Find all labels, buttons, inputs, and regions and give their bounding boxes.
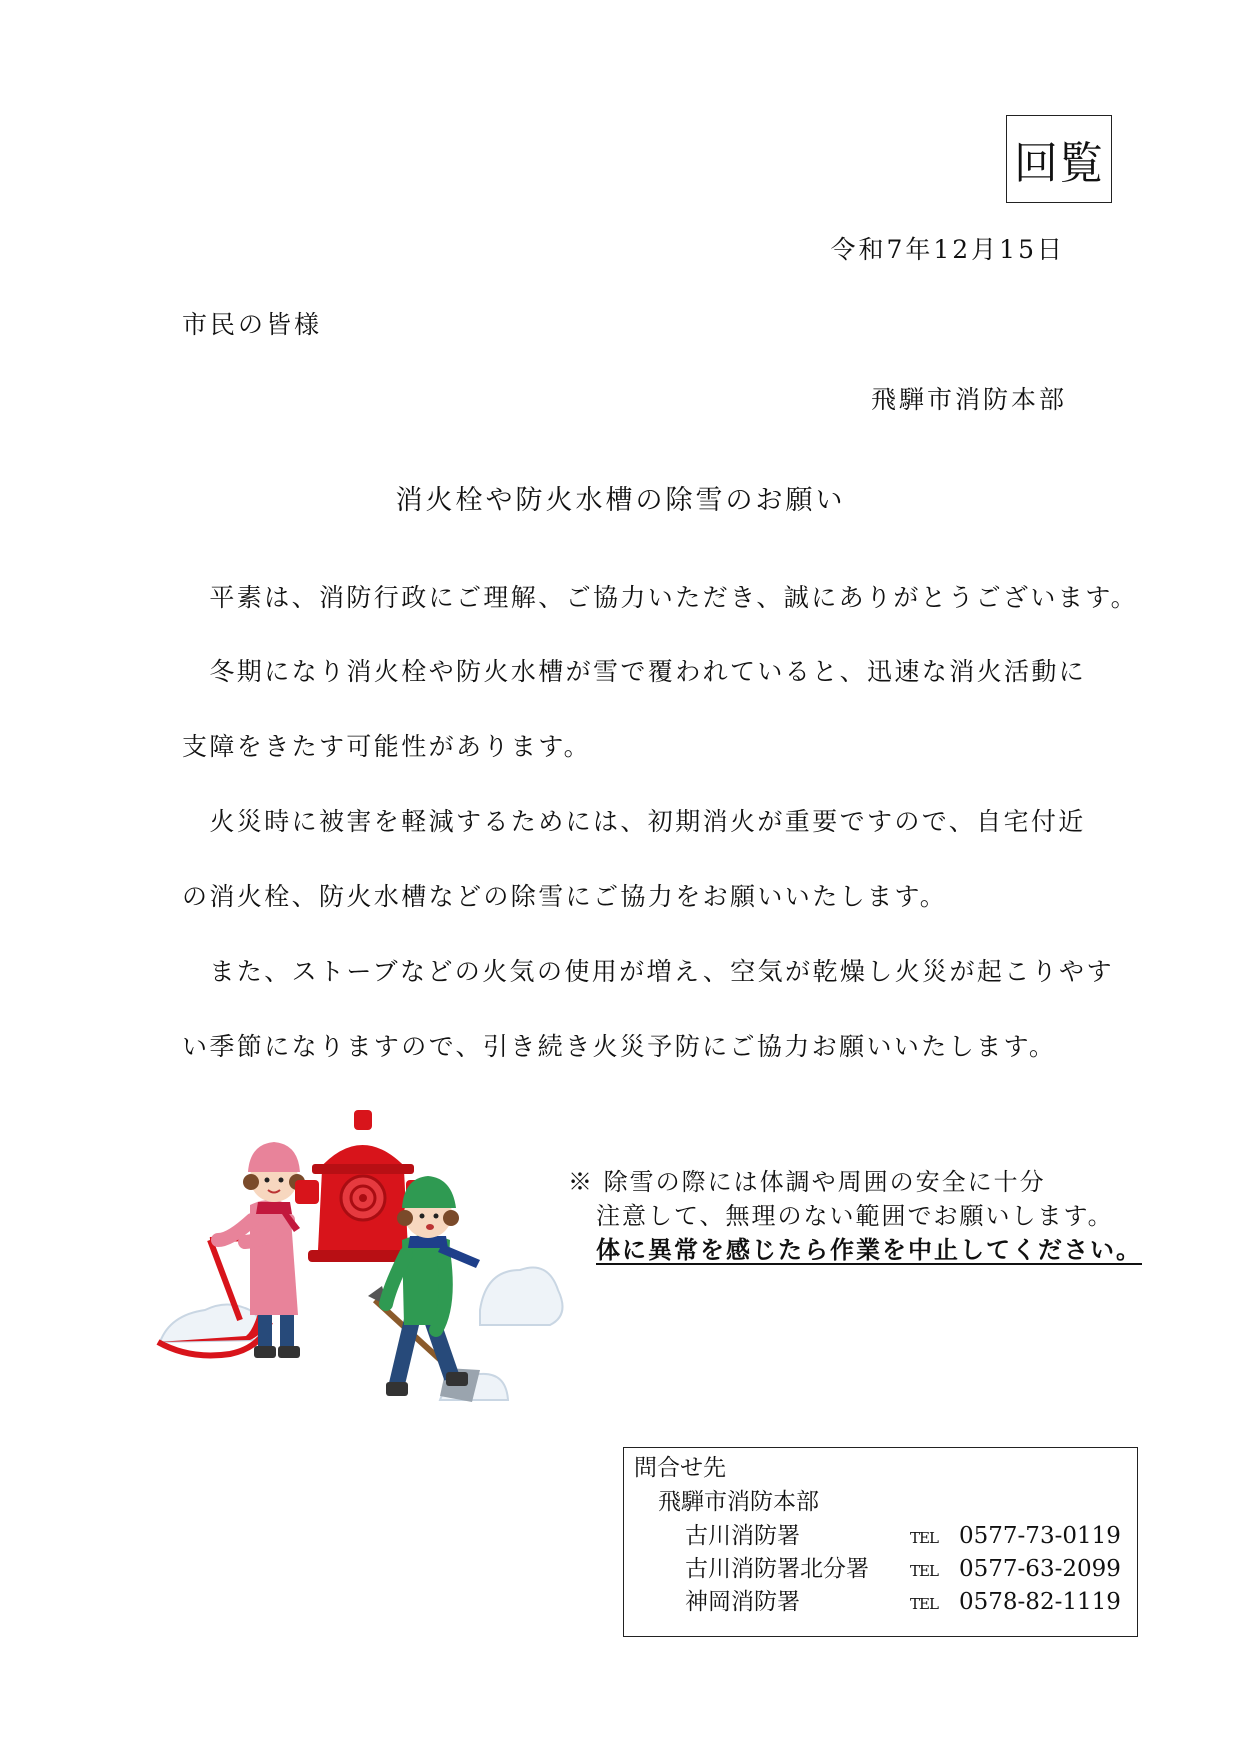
circulation-stamp: 回覧 bbox=[1006, 115, 1112, 203]
body-line: い季節になりますので、引き続き火災予防にご協力お願いいたします。 bbox=[182, 1032, 1057, 1061]
body-line: 平素は、消防行政にご理解、ご協力いただき、誠にありがとうございます。 bbox=[182, 583, 1139, 612]
caution-warning: 体に異常を感じたら作業を中止してください。 bbox=[596, 1235, 1142, 1264]
snow-removal-illustration bbox=[150, 1110, 630, 1470]
tel-label: TEL bbox=[910, 1562, 938, 1580]
contact-org: 飛騨市消防本部 bbox=[658, 1489, 819, 1515]
contact-box bbox=[623, 1447, 1138, 1637]
document-title: 消火栓や防火水槽の除雪のお願い bbox=[395, 485, 846, 516]
addressee: 市民の皆様 bbox=[182, 310, 323, 339]
body-line: 冬期になり消火栓や防火水槽が雪で覆われていると、迅速な消火活動に bbox=[182, 657, 1087, 686]
body-line: 支障をきたす可能性があります。 bbox=[182, 732, 592, 761]
sender: 飛騨市消防本部 bbox=[870, 385, 1067, 414]
tel-label: TEL bbox=[910, 1529, 938, 1547]
station-tel: 0578-82-1119 bbox=[959, 1589, 1121, 1615]
document-date: 令和7年12月15日 bbox=[830, 235, 1065, 264]
station-tel: 0577-73-0119 bbox=[959, 1523, 1121, 1549]
station-tel: 0577-63-2099 bbox=[959, 1556, 1121, 1582]
contact-heading: 問合せ先 bbox=[634, 1455, 726, 1481]
station-name: 古川消防署 bbox=[685, 1523, 800, 1549]
body-line: の消火栓、防火水槽などの除雪にご協力をお願いいたします。 bbox=[182, 882, 948, 911]
station-name: 古川消防署北分署 bbox=[685, 1556, 869, 1582]
body-line: また、ストーブなどの火気の使用が増え、空気が乾燥し火災が起こりやす bbox=[182, 957, 1114, 986]
station-name: 神岡消防署 bbox=[685, 1589, 800, 1615]
tel-label: TEL bbox=[910, 1595, 938, 1613]
caution-note-line: ※ 除雪の際には体調や周囲の安全に十分 bbox=[568, 1168, 1046, 1196]
person-pushing-snow-icon bbox=[158, 1142, 305, 1358]
body-line: 火災時に被害を軽減するためには、初期消火が重要ですので、自宅付近 bbox=[182, 807, 1086, 836]
caution-note bbox=[568, 1165, 1142, 1267]
caution-note-line: 注意して、無理のない範囲でお願いします。 bbox=[596, 1202, 1114, 1230]
